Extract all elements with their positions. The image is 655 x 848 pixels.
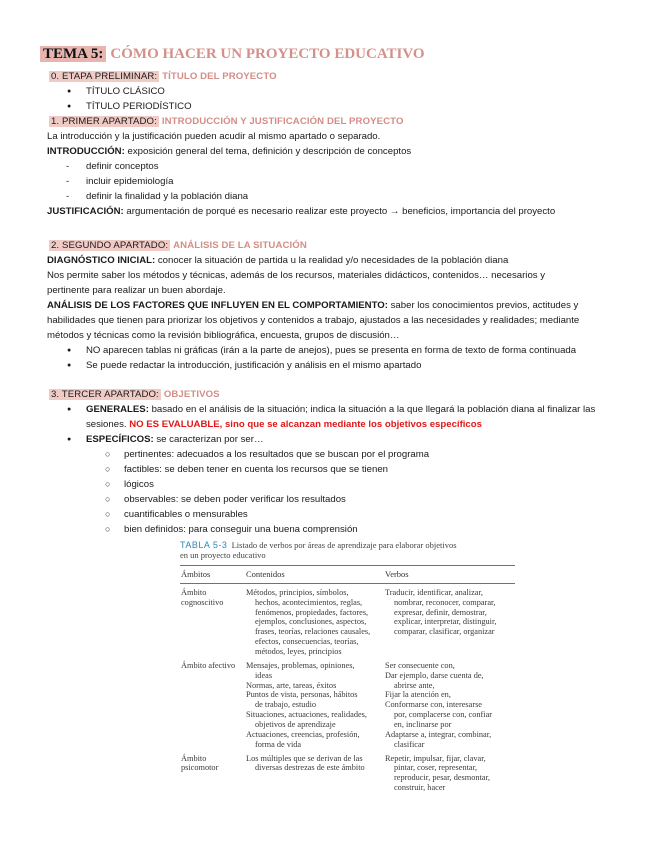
- cell-line: Traducir, identificar, analizar,: [385, 587, 483, 597]
- s2-diagnostico: [47, 254, 508, 268]
- cell-line: Mensajes, problemas, opiniones,: [246, 660, 355, 670]
- diagnostico-term: DIAGNÓSTICO INICIAL:: [47, 255, 156, 266]
- section-3-heading: [49, 388, 220, 402]
- cell-line: cognoscitivo: [181, 597, 224, 607]
- table-cell-ambito: [180, 588, 246, 657]
- s2-bullet-1: ● NO aparecen tablas ni gráficas (irán a la parte de anejos), pues se presenta en forma de texto de forma continuada: [86, 344, 576, 358]
- cell-line: Conformarse con, interesarse: [385, 700, 482, 710]
- table-header-ambitos: Ámbitos: [181, 568, 211, 579]
- s3-especificos: [86, 433, 264, 447]
- table-cell-contenidos: [246, 661, 385, 750]
- section-1-label: 1. PRIMER APARTADO:: [51, 116, 157, 127]
- especificos-definition: se caracterizan por ser…: [153, 434, 264, 445]
- section-0-title: TÍTULO DEL PROYECTO: [162, 71, 277, 82]
- cell-line: Ser consecuente con,: [385, 660, 455, 670]
- cell-line: Puntos de vista, personas, hábitos: [246, 690, 358, 700]
- cell-line: frases, teorías, relaciones causales,: [255, 627, 371, 637]
- s3-especifico-1: ○ pertinentes: adecuados a los resultados que se buscan por el programa: [124, 448, 429, 462]
- table-header-contenidos: Contenidos: [246, 568, 285, 579]
- table-cell-ambito: [180, 754, 246, 793]
- cell-line: Situaciones, actuaciones, realidades,: [246, 710, 367, 720]
- section-3-label: 3. TERCER APARTADO:: [51, 389, 159, 400]
- factores-definition: saber los conocimientos previos, actitudes y: [387, 300, 579, 311]
- cell-line: nombrar, reconocer, comparar,: [394, 597, 496, 607]
- cell-line: objetivos de aprendizaje: [255, 720, 336, 730]
- cell-line: Ámbito afectivo: [181, 660, 236, 670]
- cell-line: clasificar: [394, 739, 425, 749]
- cell-line: por, complacerse con, confiar: [394, 710, 493, 720]
- s1-justificacion: [47, 205, 555, 219]
- section-2-title: ANÁLISIS DE LA SITUACIÓN: [173, 240, 307, 251]
- section-3-title: OBJETIVOS: [163, 389, 220, 400]
- generales-warning: NO ES EVALUABLE, sino que se alcanzan mediante los objetivos específicos: [129, 419, 482, 430]
- cell-line: Ámbito: [181, 753, 207, 763]
- cell-line: construir, hacer: [394, 783, 446, 793]
- introduccion-definition: exposición general del tema, definición y descripción de conceptos: [124, 146, 412, 157]
- cell-line: pintar, coser, representar,: [394, 763, 478, 773]
- table-row: [180, 584, 515, 657]
- table-caption: [180, 540, 515, 561]
- table-cell-contenidos: [246, 588, 385, 657]
- s3-generales-line-2: [86, 418, 482, 432]
- cell-line: reproducir, pesar, desmontar,: [394, 773, 490, 783]
- cell-line: explicar, interpretar, distinguir,: [394, 617, 497, 627]
- s0-item-1: ● TÍTULO CLÁSICO: [86, 85, 165, 99]
- cell-line: hechos, acontecimientos, reglas,: [255, 597, 363, 607]
- cell-line: diversas destrezas de este ámbito: [255, 763, 365, 773]
- section-1-heading: [49, 115, 404, 129]
- cell-line: Adaptarse a, integrar, combinar,: [385, 729, 492, 739]
- cell-line: efectos, consecuencias, teorías,: [255, 637, 359, 647]
- table-header-verbos: Verbos: [385, 568, 409, 579]
- s2-factores: [47, 299, 578, 313]
- especificos-term: ESPECÍFICOS:: [86, 434, 154, 445]
- title-label: TEMA 5:: [40, 46, 106, 62]
- cell-line: ejemplos, conclusiones, aspectos,: [255, 617, 367, 627]
- table-number: TABLA 5-3: [180, 540, 228, 550]
- cell-line: fenómenos, propiedades, factores,: [255, 607, 369, 617]
- s1-intro-paragraph: La introducción y la justificación pueden acudir al mismo apartado o separado.: [47, 131, 381, 142]
- cell-line: Métodos, principios, símbolos,: [246, 587, 349, 597]
- justificacion-term: JUSTIFICACIÓN:: [47, 206, 124, 217]
- factores-term: ANÁLISIS DE LOS FACTORES QUE INFLUYEN EN EL COMPORTAMIENTO:: [47, 300, 388, 311]
- section-2-label: 2. SEGUNDO APARTADO:: [51, 240, 169, 251]
- generales-line-2-text: sesiones.: [86, 419, 127, 430]
- s3-especifico-4: ○ observables: se deben poder verificar los resultados: [124, 493, 346, 507]
- s0-item-2: ● TÍTULO PERIODÍSTICO: [86, 100, 192, 114]
- cell-line: Los múltiples que se derivan de las: [246, 753, 363, 763]
- cell-line: en, inclinarse por: [394, 720, 452, 730]
- generales-term: GENERALES:: [86, 404, 149, 415]
- cell-line: expresar, definir, demostrar,: [394, 607, 487, 617]
- s2-factores-line-2: habilidades que tienen para priorizar los objetivos y contenidos a trabajo, ajustados a las necesidades y realidades; mediante: [47, 315, 580, 326]
- table-cell-contenidos: [246, 754, 385, 793]
- cell-line: psicomotor: [181, 763, 219, 773]
- section-2-heading: [49, 239, 307, 253]
- cell-line: Dar ejemplo, darse cuenta de,: [385, 670, 484, 680]
- table-header-row: [180, 566, 515, 584]
- table-cell-verbos: [385, 661, 515, 750]
- verbs-table: [180, 540, 515, 793]
- table-cell-verbos: [385, 754, 515, 793]
- cell-line: Normas, arte, tareas, éxitos: [246, 680, 337, 690]
- cell-line: abrirse ante,: [394, 680, 435, 690]
- justificacion-definition: argumentación de porqué es necesario realizar este proyecto → beneficios, importancia del proyecto: [123, 206, 556, 217]
- cell-line: Repetir, impulsar, fijar, clavar,: [385, 753, 486, 763]
- s3-generales: [86, 403, 595, 417]
- s3-especifico-3: ○ lógicos: [124, 478, 154, 492]
- cell-line: comparar, clasificar, organizar: [394, 627, 495, 637]
- s1-dash-2: - incluir epidemiología: [86, 175, 173, 189]
- table-cell-ambito: [180, 661, 246, 750]
- s3-especifico-5: ○ cuantificables o mensurables: [124, 508, 248, 522]
- cell-line: de trabajo, estudio: [255, 700, 317, 710]
- s1-introduccion: [47, 145, 411, 159]
- cell-line: Actuaciones, creencias, profesión,: [246, 729, 360, 739]
- section-0-heading: [49, 70, 277, 84]
- table-caption-line-2: en un proyecto educativo: [180, 549, 266, 560]
- s2-factores-line-3: métodos y técnicas como la revisión bibliográfica, encuesta, grupos de discusión…: [47, 330, 400, 341]
- s2-paragraph-line-2: pertinente para realizar un buen abordaje.: [47, 285, 226, 296]
- cell-line: ideas: [255, 670, 273, 680]
- s2-paragraph-line-1: Nos permite saber los métodos y técnicas, además de los recursos, materiales didácticos, contenidos… necesarios y: [47, 270, 546, 281]
- page-title: [40, 44, 425, 66]
- introduccion-term: INTRODUCCIÓN:: [47, 146, 125, 157]
- table-row: [180, 750, 515, 793]
- title-text: CÓMO HACER UN PROYECTO EDUCATIVO: [110, 46, 425, 62]
- cell-line: forma de vida: [255, 739, 302, 749]
- table-row: [180, 657, 515, 750]
- generales-definition: basado en el análisis de la situación; indica la situación a la que llegará la población diana al finalizar las: [148, 404, 596, 415]
- cell-line: Ámbito: [181, 587, 207, 597]
- section-1-title: INTRODUCCIÓN Y JUSTIFICACIÓN DEL PROYECTO: [161, 116, 404, 127]
- diagnostico-definition: conocer la situación de partida u la realidad y/o necesidades de la población diana: [155, 255, 509, 266]
- s1-dash-1: - definir conceptos: [86, 160, 159, 174]
- table-cell-verbos: [385, 588, 515, 657]
- s2-bullet-2: ● Se puede redactar la introducción, justificación y análisis en el mismo apartado: [86, 359, 421, 373]
- s3-especifico-6: ○ bien definidos: para conseguir una buena comprensión: [124, 523, 358, 537]
- table-caption-line-1: Listado de verbos por áreas de aprendizaje para elaborar objetivos: [231, 540, 457, 550]
- cell-line: métodos, leyes, principios: [255, 647, 342, 656]
- section-0-label: 0. ETAPA PRELIMINAR:: [51, 71, 158, 82]
- s1-dash-3: - definir la finalidad y la población diana: [86, 190, 248, 204]
- s3-especifico-2: ○ factibles: se deben tener en cuenta los recursos que se tienen: [124, 463, 388, 477]
- cell-line: Fijar la atención en,: [385, 690, 451, 700]
